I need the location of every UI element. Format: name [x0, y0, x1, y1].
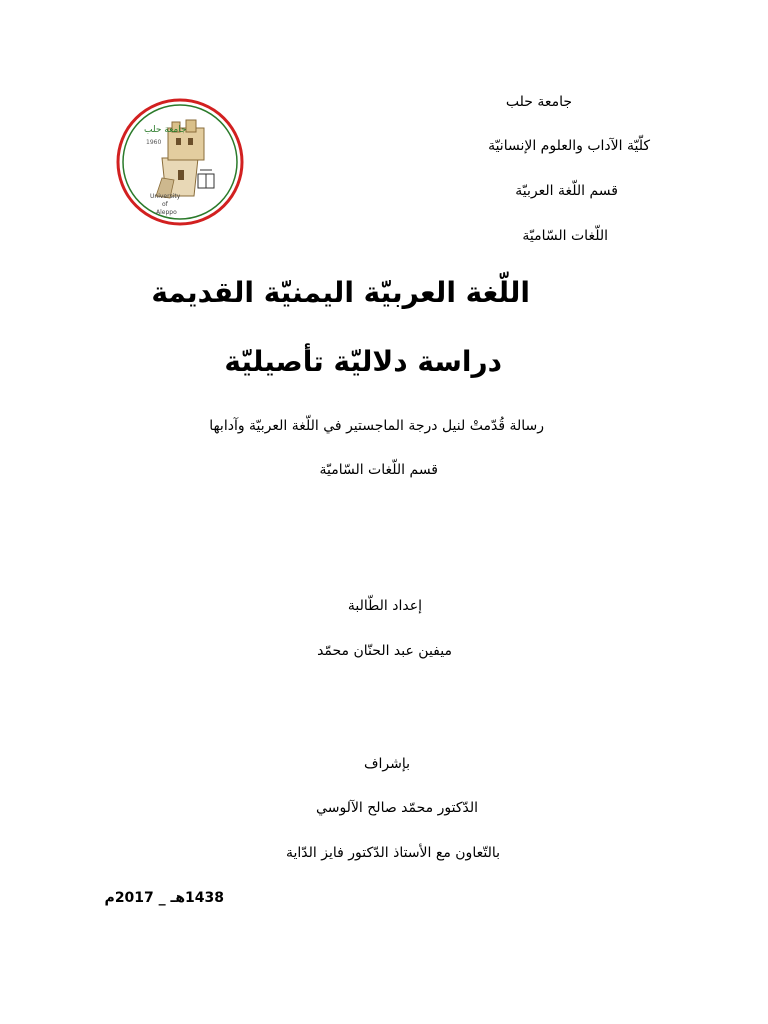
supervisor-name: الدّكتور محمّد صالح الآلوسي	[316, 800, 478, 816]
department-name: قسم اللّغة العربيّة	[515, 183, 618, 199]
university-seal-logo	[116, 98, 244, 226]
faculty-name: كلّيّة الآداب والعلوم الإنسانيّة	[488, 138, 650, 154]
university-name: جامعة حلب	[505, 94, 572, 110]
thesis-title: اللّغة العربيّة اليمنيّة القديمة	[151, 276, 530, 309]
author-label: إعداد الطّالبة	[347, 598, 422, 614]
co-supervisor-name: بالتّعاون مع الأستاذ الدّكتور فايز الدّاية	[285, 845, 500, 861]
logo-arabic-text: جامعة حلب	[144, 125, 187, 135]
thesis-subtitle: دراسة دلاليّة تأصيليّة	[224, 345, 502, 378]
section-name: اللّغات السّاميّة	[522, 228, 608, 244]
supervision-label: بإشراف	[363, 756, 410, 772]
logo-en-text-1: University	[150, 193, 181, 200]
date-text: 1438هـ _ 2017م	[104, 890, 224, 906]
thesis-description: رسالة قُدّمتْ لنيل درجة الماجستير في اللّغة العربيّة وآدابها	[209, 418, 544, 434]
thesis-department: قسم اللّغات السّاميّة	[319, 462, 438, 478]
logo-en-text-3: Aleppo	[156, 209, 177, 216]
author-name: ميفين عبد الحنّان محمّد	[317, 643, 452, 659]
logo-en-text-2: of	[162, 201, 168, 208]
logo-year-text: 1960	[146, 139, 162, 146]
